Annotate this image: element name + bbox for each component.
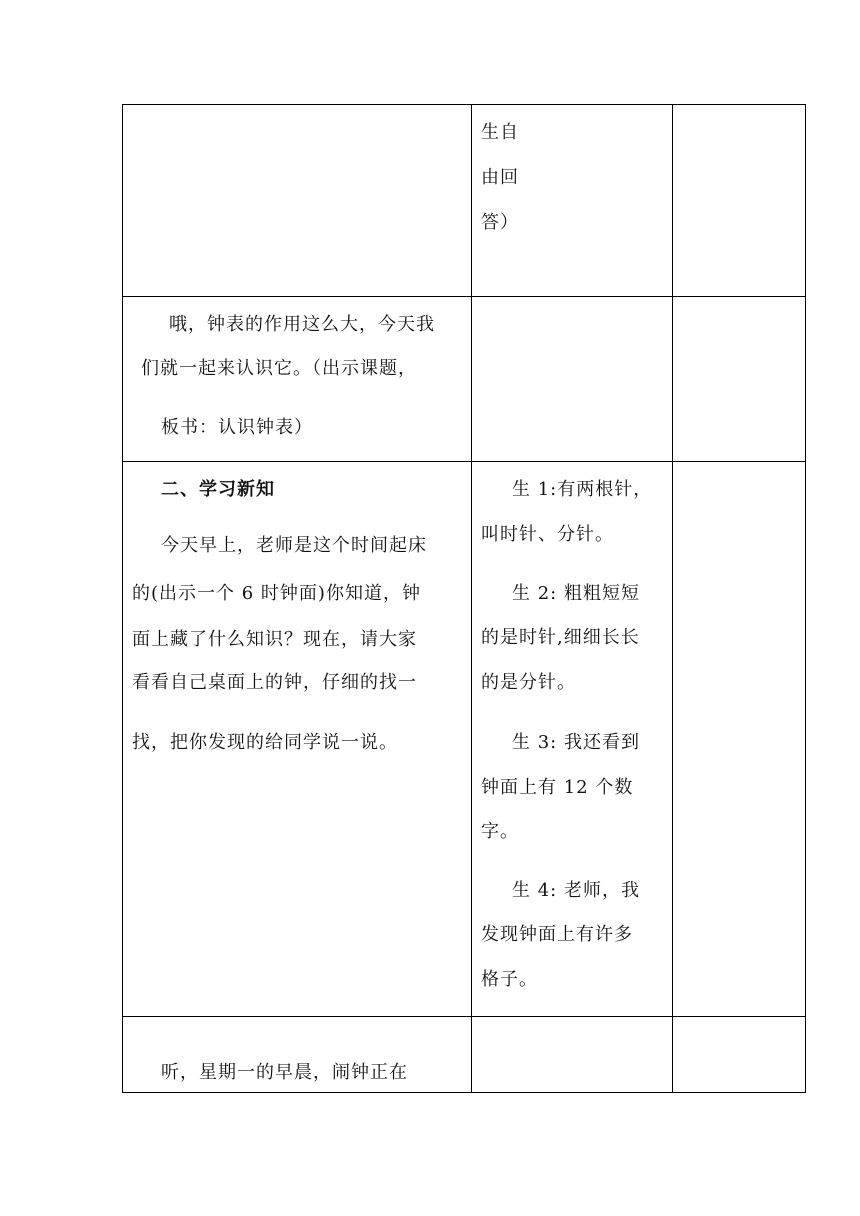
teacher-line: 板书：认识钟表） <box>161 417 313 438</box>
teacher-cell <box>123 462 472 1017</box>
student-line: 生 4: 老师，我 <box>512 880 640 901</box>
student-cell <box>472 462 673 1017</box>
teacher-cell <box>123 297 472 462</box>
student-line: 的是分针。 <box>481 672 576 693</box>
student-line: 格子。 <box>481 969 538 990</box>
student-line: 生自 <box>481 122 519 143</box>
student-line: 由回 <box>481 167 519 188</box>
teacher-line: 们就一起来认识它。（出示课题， <box>141 358 417 379</box>
table-row <box>123 1017 806 1093</box>
teacher-cell <box>123 105 472 297</box>
notes-cell <box>673 1017 806 1093</box>
student-line: 发现钟面上有许多 <box>481 924 633 945</box>
teacher-line: 今天早上，老师是这个时间起床 <box>161 535 427 556</box>
teacher-line: 哦，钟表的作用这么大，今天我 <box>169 314 435 335</box>
student-line: 生 1:有两根针， <box>512 479 653 500</box>
student-cell <box>472 297 673 462</box>
student-line: 钟面上有 12 个数 <box>481 777 634 798</box>
teacher-line: 看看自己桌面上的钟，仔细的找一 <box>132 672 417 693</box>
notes-cell <box>673 297 806 462</box>
teacher-line: 的(出示一个 6 时钟面)你知道，钟 <box>132 583 421 604</box>
student-cell <box>472 1017 673 1093</box>
student-line: 生 3: 我还看到 <box>512 732 640 753</box>
notes-cell <box>673 462 806 1017</box>
student-line: 的是时针,细细长长 <box>481 627 640 648</box>
student-line: 生 2: 粗粗短短 <box>512 583 640 604</box>
teacher-line: 面上藏了什么知识？现在，请大家 <box>132 629 417 650</box>
teacher-line: 听，星期一的早晨，闹钟正在 <box>161 1062 408 1083</box>
student-line: 字。 <box>481 821 519 842</box>
student-line: 答） <box>481 212 519 233</box>
student-line: 叫时针、分针。 <box>481 524 614 545</box>
teacher-line: 找，把你发现的给同学说一说。 <box>132 732 398 753</box>
student-cell <box>472 105 673 297</box>
notes-cell <box>673 105 806 297</box>
table-row <box>123 462 806 1017</box>
lesson-plan-table <box>122 104 806 1093</box>
teacher-cell <box>123 1017 472 1093</box>
section-heading: 二、学习新知 <box>161 479 275 500</box>
table-row <box>123 297 806 462</box>
table-row <box>123 105 806 297</box>
